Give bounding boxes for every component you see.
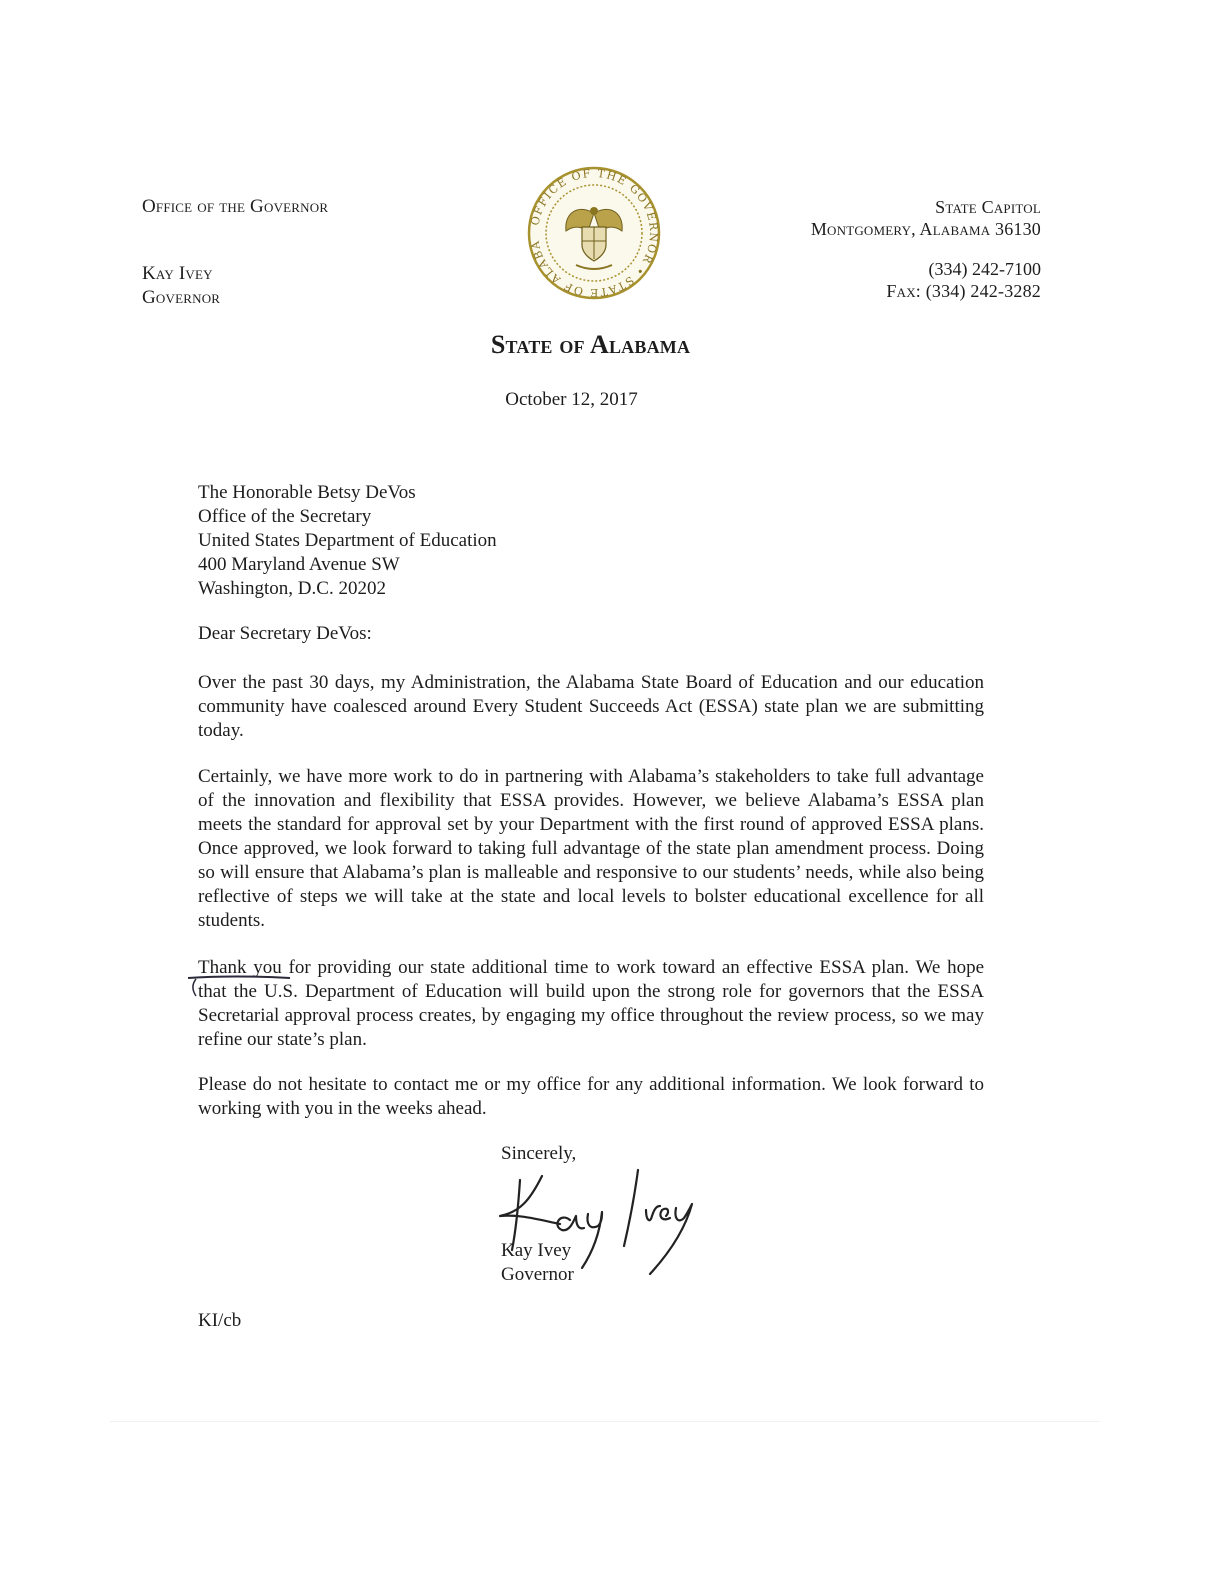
recipient-address: [198, 481, 497, 601]
reference-initials: KI/cb: [198, 1310, 242, 1331]
recipient-line: The Honorable Betsy DeVos: [198, 482, 416, 503]
svg-text:OFFICE OF THE GOVERNOR • STATE: OFFICE OF THE GOVERNOR • STATE OF ALABA: [528, 166, 661, 300]
body-paragraph: Please do not hesitate to contact me or my office for any additional information. We look forward to working with you in the weeks ahead.: [198, 1074, 984, 1119]
recipient-line: 400 Maryland Avenue SW: [198, 554, 400, 575]
closing: Sincerely,: [501, 1143, 577, 1164]
address-block: [811, 196, 1041, 240]
state-heading: State of Alabama: [490, 330, 691, 359]
letter-date: October 12, 2017: [505, 389, 638, 410]
body-paragraph: Over the past 30 days, my Administration, the Alabama State Board of Education and our education community have coalesced around Every Student Succeeds Act (ESSA) state plan we are submitting today.: [198, 672, 984, 741]
contact-numbers: [886, 258, 1041, 302]
recipient-line: United States Department of Education: [198, 530, 497, 551]
signer-name: Kay Ivey: [501, 1240, 572, 1261]
governor-title: Governor: [142, 287, 221, 308]
governor-seal-icon: [526, 165, 662, 301]
body-paragraph: Thank you for providing our state additional time to work toward an effective ESSA plan. We hope that the U.S. Department of Education will build upon the strong role for governors that the ESSA Secretarial approval process creates, by engaging my office throughout the review process, so we may refine our state’s plan.: [198, 957, 984, 1050]
phone-number: (334) 242-7100: [928, 259, 1041, 279]
governor-name: Kay Ivey: [142, 263, 213, 284]
footer-divider: [110, 1421, 1100, 1422]
office-title: Office of the Governor: [142, 196, 329, 217]
salutation: Dear Secretary DeVos:: [198, 623, 372, 644]
body-paragraph: Certainly, we have more work to do in partnering with Alabama’s stakeholders to take full advantage of the innovation and flexibility that ESSA provides. However, we believe Alabama’s ESSA plan meets the standard for approval set by your Department with the first round of approved ESSA plans. Once approved, we look forward to taking full advantage of the state plan amendment process. Doing so will ensure that Alabama’s plan is malleable and responsive to our students’ needs, while also being reflective of steps we will take at the state and local levels to bolster educational excellence for all students.: [198, 766, 984, 931]
recipient-line: Office of the Secretary: [198, 506, 372, 527]
fax-number: Fax: (334) 242-3282: [886, 281, 1041, 301]
recipient-line: Washington, D.C. 20202: [198, 578, 386, 599]
handwritten-underline-mark: [186, 968, 296, 998]
signer-title: Governor: [501, 1264, 574, 1285]
address-line-2: Montgomery, Alabama 36130: [810, 219, 1041, 239]
address-line-1: State Capitol: [935, 197, 1041, 217]
